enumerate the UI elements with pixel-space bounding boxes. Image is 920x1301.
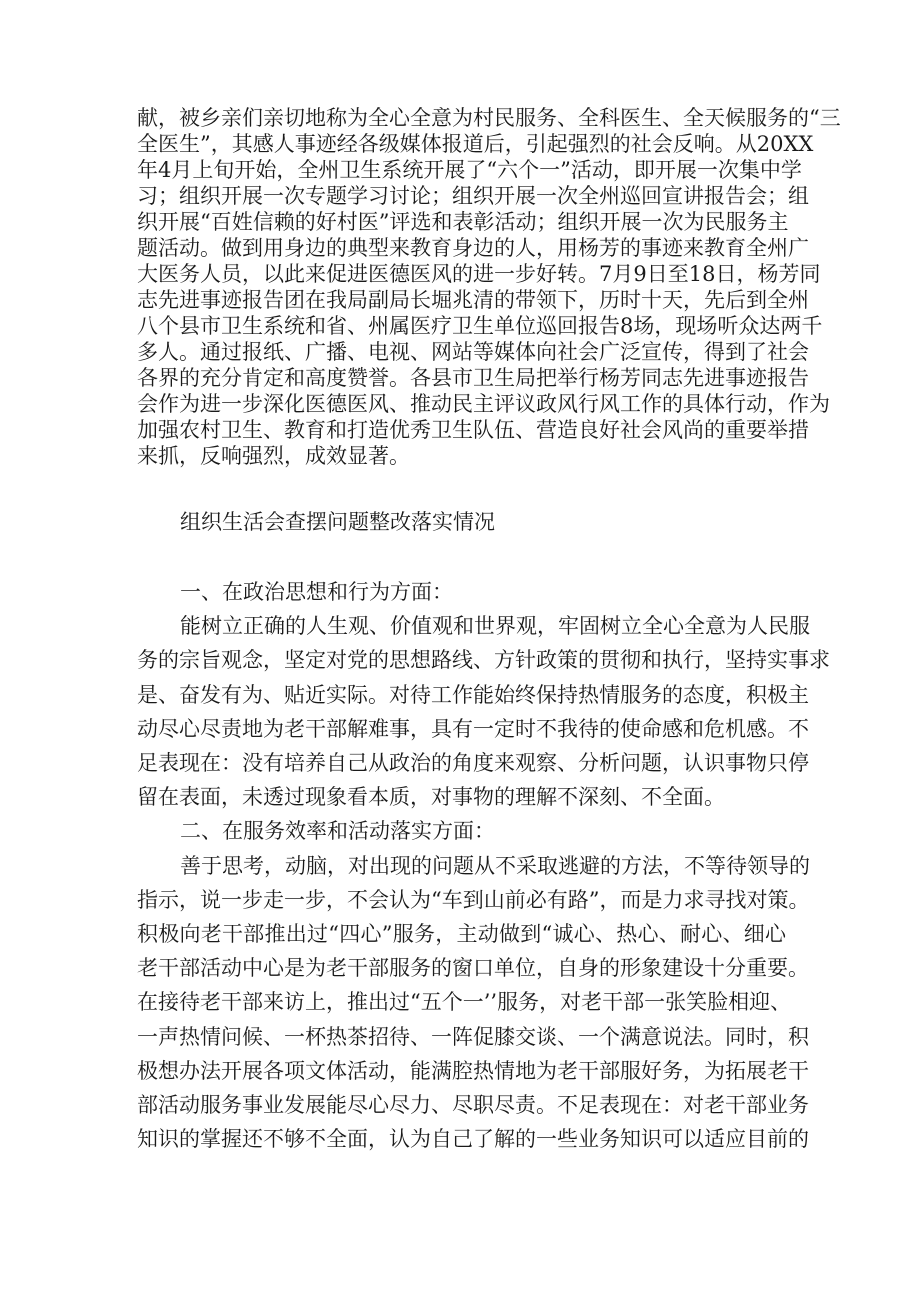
intro-paragraph-line: 大医务人员，以此来促进医德医风的进一步好转。7月9日至18日，杨芳同 xyxy=(137,262,821,286)
section1-paragraph-line: 留在表面，未透过现象看本质，对事物的理解不深刻、不全面。 xyxy=(137,785,725,810)
section2-paragraph-line: 极想办法开展各项文体活动，能满腔热情地为老干部服好务，为拓展老干 xyxy=(137,1058,809,1083)
intro-paragraph-line: 志先进事迹报告团在我局副局长堀兆清的带领下，历时十天，先后到全州 xyxy=(137,288,809,312)
section1-paragraph-line: 务的宗旨观念，坚定对党的思想路线、方针政策的贯彻和执行，坚持实事求 xyxy=(137,648,830,673)
intro-paragraph-line: 织开展“百姓信赖的好村医”评选和表彰活动；组织开展一次为民服务主 xyxy=(137,210,789,234)
intro-paragraph-line: 年4月上旬开始，全州卫生系统开展了“六个一”活动，即开展一次集中学 xyxy=(137,158,802,182)
section1-paragraph-line: 足表现在：没有培养自己从政治的角度来观察、分析问题，认识事物只停 xyxy=(137,751,809,775)
intro-paragraph-line: 全医生”，其感人事迹经各级媒体报道后，引起强烈的社会反响。从20XX xyxy=(137,132,814,156)
intro-paragraph-line: 加强农村卫生、教育和打造优秀卫生队伍、营造良好社会风尚的重要举措 xyxy=(137,418,809,442)
section2-paragraph-line: 一声热情问候、一杯热茶招待、一阵促膝交谈、一个满意说法。同时，积 xyxy=(137,1024,809,1049)
intro-paragraph-line: 献，被乡亲们亲切地称为全心全意为村民服务、全科医生、全天候服务的“三 xyxy=(137,106,841,130)
section2-paragraph-line: 在接待老干部来访上，推出过“五个一’’服务，对老干部一张笑脸相迎、 xyxy=(137,990,792,1015)
section1-paragraph-line: 能树立正确的人生观、价值观和世界观，牢固树立全心全意为人民服 xyxy=(180,614,810,639)
intro-paragraph-line: 八个县市卫生系统和省、州属医疗卫生单位巡回报告8场，现场听众达两千 xyxy=(137,314,823,338)
section2-paragraph-line: 积极向老干部推出过“四心”服务，主动做到“诚心、热心、耐心、细心 xyxy=(137,922,786,946)
intro-paragraph-line: 题活动。做到用身边的典型来教育身边的人，用杨芳的事迹来教育全州广 xyxy=(137,236,809,260)
section2-paragraph-line: 指示，说一步走一步，不会认为“车到山前必有路”，而是力求寻找对策。 xyxy=(137,887,810,912)
section1-paragraph-line: 动尽心尽责地为老干部解难事，具有一定时不我待的使命感和危机感。不 xyxy=(137,716,809,741)
section2-paragraph-line: 知识的掌握还不够不全面，认为自己了解的一些业务知识可以适应目前的 xyxy=(137,1127,809,1152)
intro-paragraph-line: 习；组织开展一次专题学习讨论；组织开展一次全州巡回宣讲报告会；组 xyxy=(137,184,809,208)
intro-paragraph-line: 来抓，反响强烈，成效显著。 xyxy=(137,444,410,468)
section2-paragraph-line: 老干部活动中心是为老干部服务的窗口单位，自身的形象建设十分重要。 xyxy=(137,956,809,981)
intro-paragraph-line: 各界的充分肯定和高度赞誉。各县市卫生局把举行杨芳同志先进事迹报告 xyxy=(137,366,809,390)
section-heading: 二、在服务效率和活动落实方面： xyxy=(180,819,495,844)
section-heading: 一、在政治思想和行为方面： xyxy=(180,580,453,604)
section1-paragraph-line: 是、奋发有为、贴近实际。对待工作能始终保持热情服务的态度，积极主 xyxy=(137,682,809,707)
section2-paragraph-line: 善于思考，动脑，对出现的问题从不采取逃避的方法，不等待领导的 xyxy=(180,853,810,878)
intro-paragraph-line: 会作为进一步深化医德医风、推动民主评议政风行风工作的具体行动，作为 xyxy=(137,392,830,416)
intro-paragraph-line: 多人。通过报纸、广播、电视、网站等媒体向社会广泛宣传，得到了社会 xyxy=(137,340,809,364)
section2-paragraph-line: 部活动服务事业发展能尽心尽力、尽职尽责。不足表现在：对老干部业务 xyxy=(137,1093,809,1117)
document-title: 组织生活会查摆问题整改落实情况 xyxy=(180,510,495,534)
